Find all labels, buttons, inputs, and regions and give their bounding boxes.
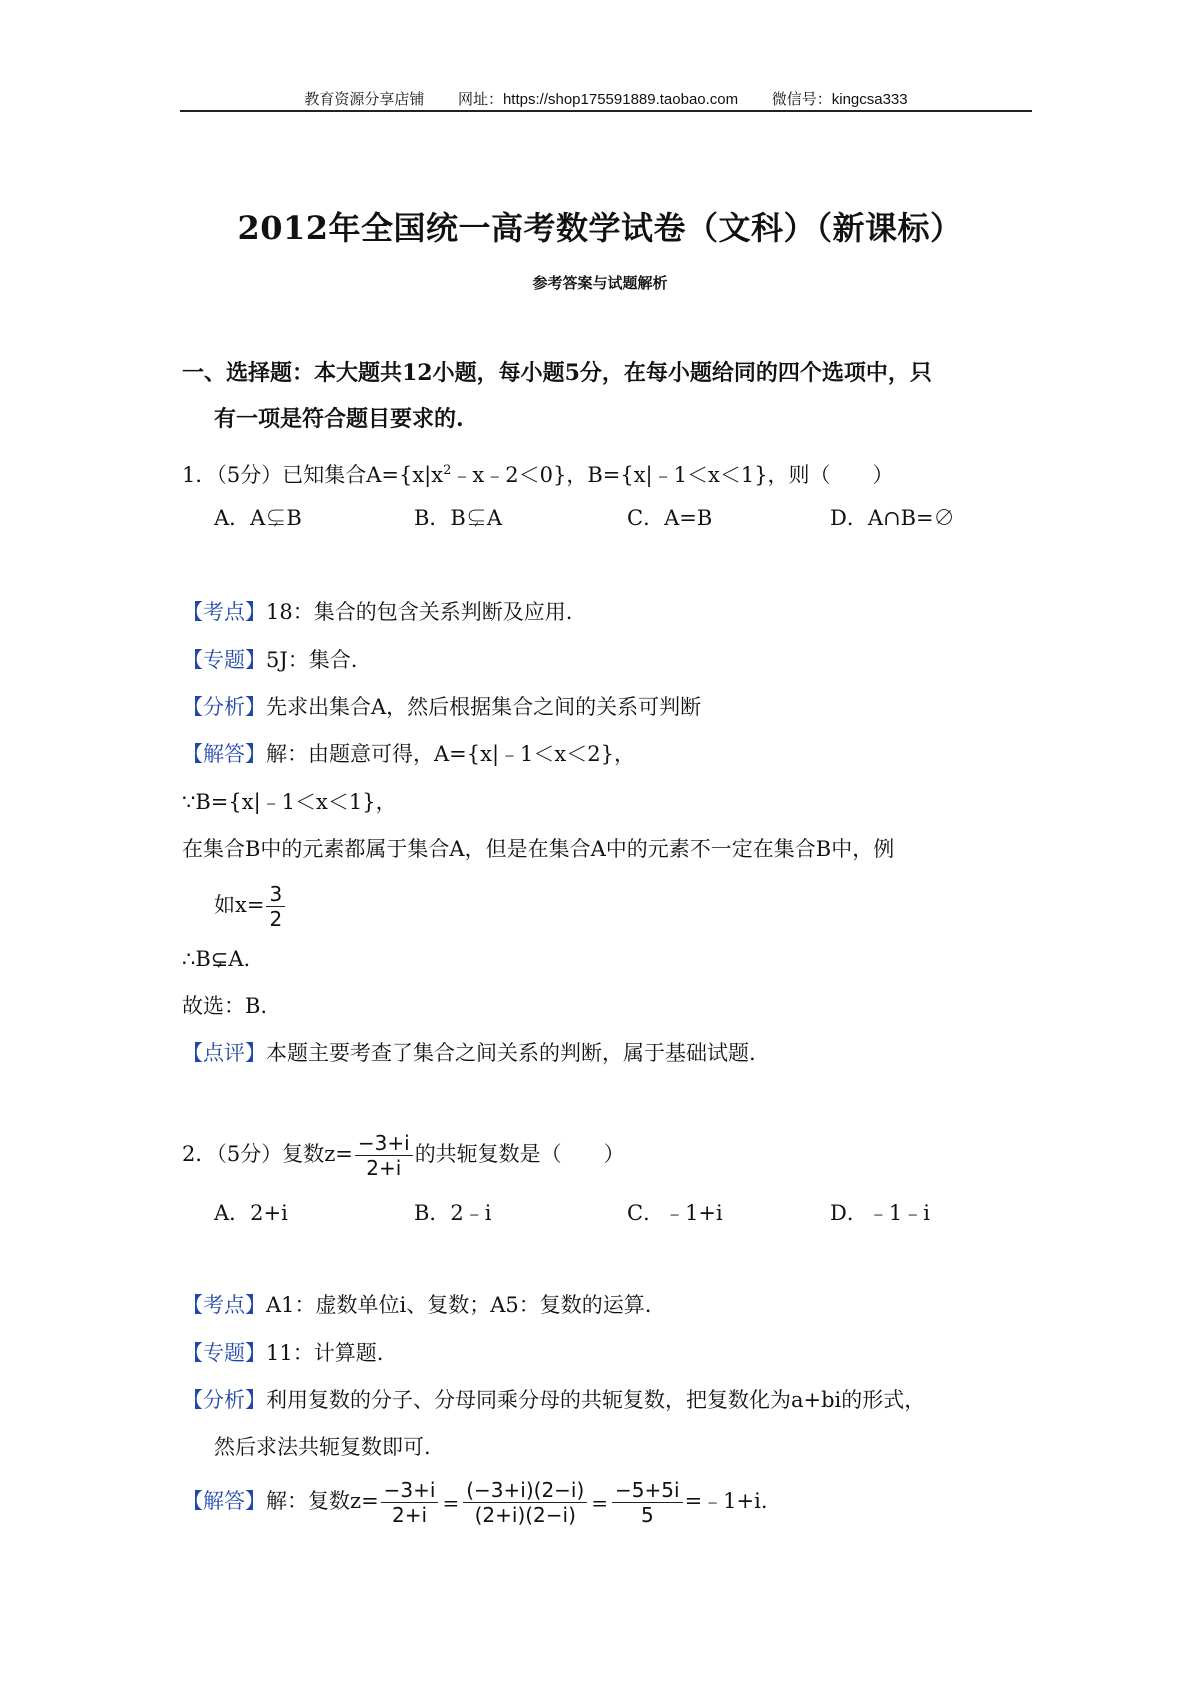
q1-stem-b: ﹣x﹣2＜0}，B={x|﹣1＜x＜1}，则（ ）: [451, 463, 894, 487]
q1-example-fraction: [266, 882, 285, 931]
section-heading: 一、选择题：本大题共12小题，每小题5分，在每小题给同的四个选项中，只: [182, 360, 932, 386]
q1-dianping-text: 本题主要考查了集合之间关系的判断，属于基础试题.: [266, 1041, 756, 1065]
q1-solution-line6: 故选：B.: [182, 994, 268, 1018]
q1-zhuanti: [182, 645, 357, 675]
q2-jieda-suffix: =﹣1+i.: [684, 1489, 768, 1513]
header-url-label: 网址：: [457, 90, 503, 108]
header-wechat: kingcsa333: [831, 91, 908, 108]
q1-fenxi-tag: 【分析】: [182, 695, 266, 719]
q2-stem-prefix: 2．（5分）复数z=: [182, 1142, 353, 1166]
q1-kaodian: [182, 597, 572, 627]
q1-kaodian-text: 18：集合的包含关系判断及应用.: [266, 600, 573, 624]
q2-f2-denominator: (2+i)(2−i): [474, 1503, 576, 1527]
q2-option-b: B．2﹣i: [414, 1201, 492, 1225]
q2-option-c: C．﹣1+i: [627, 1201, 723, 1225]
q2-equals-2: =: [591, 1490, 609, 1515]
q1-solution-line3: 在集合B中的元素都属于集合A，但是在集合A中的元素不一定在集合B中，例: [182, 837, 895, 861]
q2-solution-fraction-1: [381, 1478, 439, 1527]
q1-zhuanti-text: 5J：集合.: [266, 648, 358, 672]
q2-stem-fraction: [355, 1131, 413, 1180]
q2-f1-numerator: −3+i: [381, 1478, 439, 1503]
q2-kaodian-text: A1：虚数单位i、复数；A5：复数的运算.: [266, 1293, 652, 1317]
q2-jieda-prefix: 解：复数z=: [266, 1489, 379, 1513]
q1-option-c: C．A=B: [627, 506, 713, 530]
q1-example-prefix: 如x=: [214, 893, 265, 917]
section-heading-cont: 有一项是符合题目要求的.: [214, 406, 464, 432]
page-header: [180, 88, 1032, 112]
q1-stem-sup: 2: [443, 463, 452, 478]
q1-fraction-denominator: 2: [269, 907, 283, 931]
q1-option-a: A．A⊊B: [214, 506, 302, 530]
q1-option-d: D．A∩B=∅: [830, 506, 955, 530]
q2-f2-numerator: (−3+i)(2−i): [463, 1478, 587, 1503]
q2-f3-numerator: −5+5i: [612, 1478, 683, 1503]
header-divider: [180, 110, 1032, 112]
q1-fenxi: [182, 692, 701, 722]
page-subtitle: 参考答案与试题解析: [532, 274, 668, 292]
q1-fenxi-text: 先求出集合A，然后根据集合之间的关系可判断: [266, 695, 702, 719]
q1-zhuanti-tag: 【专题】: [182, 648, 266, 672]
q1-jieda-text: 解：由题意可得，A={x|﹣1＜x＜2}，: [266, 742, 635, 766]
q2-option-d: D．﹣1﹣i: [830, 1201, 930, 1225]
q2-stem-numerator: −3+i: [355, 1131, 413, 1156]
q2-kaodian: [182, 1290, 651, 1320]
q2-fenxi: [182, 1385, 925, 1415]
q1-option-b: B．B⊊A: [414, 506, 503, 530]
q1-stem: [182, 456, 894, 490]
q2-fenxi-cont: 然后求法共轭复数即可.: [214, 1435, 431, 1459]
q1-dianping-tag: 【点评】: [182, 1041, 266, 1065]
q1-dianping: [182, 1038, 756, 1068]
q2-f1-denominator: 2+i: [392, 1503, 428, 1527]
q2-zhuanti-tag: 【专题】: [182, 1341, 266, 1365]
q2-solution-fraction-2: [463, 1478, 587, 1527]
q1-stem-a: 1．（5分）已知集合A={x|x: [182, 463, 444, 487]
q1-fraction-numerator: 3: [266, 882, 285, 907]
q2-stem-denominator: 2+i: [366, 1156, 402, 1180]
q1-solution-line4: [214, 878, 287, 932]
q2-zhuanti-text: 11：计算题.: [266, 1341, 384, 1365]
q1-solution-line5: ∴B⊊A.: [182, 947, 251, 971]
header-wechat-label: 微信号：: [771, 90, 832, 108]
header-shop: 教育资源分享店铺: [304, 90, 425, 108]
q1-jieda: [182, 739, 635, 769]
q2-zhuanti: [182, 1338, 383, 1368]
q2-jieda: [182, 1474, 768, 1530]
q2-option-a: A．2+i: [214, 1201, 288, 1225]
q2-jieda-tag: 【解答】: [182, 1489, 266, 1513]
q2-stem: [182, 1127, 625, 1181]
q1-jieda-tag: 【解答】: [182, 742, 266, 766]
q2-kaodian-tag: 【考点】: [182, 1293, 266, 1317]
q2-fenxi-text: 利用复数的分子、分母同乘分母的共轭复数，把复数化为a+bi的形式，: [266, 1388, 926, 1412]
q2-stem-suffix: 的共轭复数是（ ）: [414, 1142, 625, 1166]
q2-f3-denominator: 5: [640, 1503, 654, 1527]
q2-equals-1: =: [442, 1490, 460, 1515]
q1-solution-line2: ∵B={x|﹣1＜x＜1}，: [182, 790, 397, 814]
q1-kaodian-tag: 【考点】: [182, 600, 266, 624]
q2-fenxi-tag: 【分析】: [182, 1388, 266, 1412]
q2-solution-fraction-3: [612, 1478, 683, 1527]
page-title: 2012年全国统一高考数学试卷（文科）（新课标）: [237, 209, 963, 247]
header-url[interactable]: https://shop175591889.taobao.com: [502, 91, 739, 108]
